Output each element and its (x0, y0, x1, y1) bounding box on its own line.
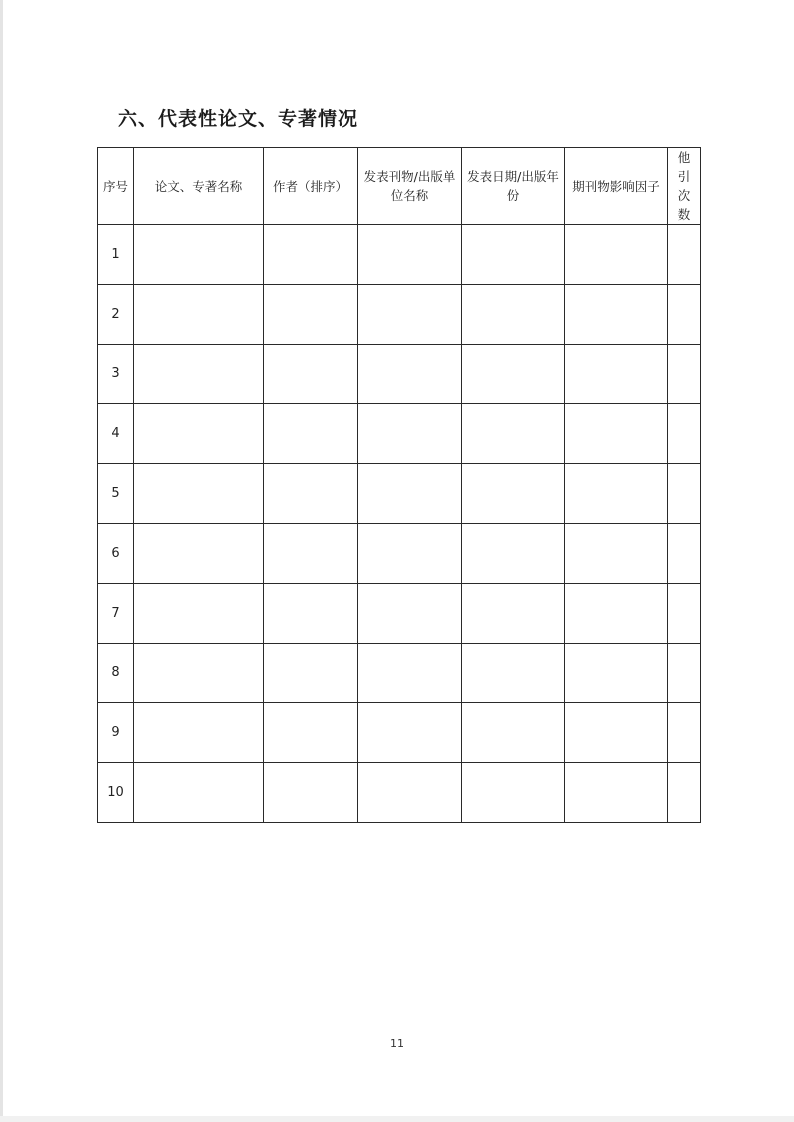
date-cell (462, 523, 565, 583)
citations-cell (668, 763, 701, 823)
serial-cell: 1 (98, 225, 134, 285)
serial-cell: 10 (98, 763, 134, 823)
serial-cell: 6 (98, 523, 134, 583)
citations-cell (668, 284, 701, 344)
header-citations (668, 148, 701, 225)
citations-cell (668, 583, 701, 643)
journal-cell (358, 344, 462, 404)
papers-table-container (97, 147, 700, 823)
citations-cell (668, 404, 701, 464)
journal-cell (358, 703, 462, 763)
authors-cell (264, 763, 358, 823)
serial-cell: 8 (98, 643, 134, 703)
serial-cell: 2 (98, 284, 134, 344)
table-row (98, 464, 701, 524)
date-cell (462, 284, 565, 344)
impact-factor-cell (565, 404, 668, 464)
date-cell (462, 344, 565, 404)
journal-cell (358, 284, 462, 344)
journal-cell (358, 225, 462, 285)
authors-cell (264, 583, 358, 643)
title-cell (134, 583, 264, 643)
header-serial (98, 148, 134, 225)
page-edge-shadow (0, 0, 3, 1122)
papers-table (97, 147, 701, 823)
header-citations-label: 他引次数 (677, 150, 691, 222)
table-header-row (98, 148, 701, 225)
table-row (98, 763, 701, 823)
header-date (462, 148, 565, 225)
header-impact-factor-label: 期刊物影响因子 (572, 178, 660, 194)
table-row (98, 703, 701, 763)
serial-cell: 3 (98, 344, 134, 404)
header-title (134, 148, 264, 225)
header-authors (264, 148, 358, 225)
journal-cell (358, 523, 462, 583)
impact-factor-cell (565, 703, 668, 763)
journal-cell (358, 643, 462, 703)
impact-factor-cell (565, 643, 668, 703)
serial-cell: 4 (98, 404, 134, 464)
table-row (98, 643, 701, 703)
date-cell (462, 464, 565, 524)
citations-cell (668, 643, 701, 703)
authors-cell (264, 344, 358, 404)
title-cell (134, 284, 264, 344)
citations-cell (668, 344, 701, 404)
header-date-label: 发表日期/出版年份 (467, 169, 559, 203)
table-row (98, 225, 701, 285)
impact-factor-cell (565, 763, 668, 823)
impact-factor-cell (565, 464, 668, 524)
date-cell (462, 643, 565, 703)
header-title-label: 论文、专著名称 (154, 178, 243, 194)
date-cell (462, 225, 565, 285)
title-cell (134, 344, 264, 404)
title-cell (134, 404, 264, 464)
citations-cell (668, 703, 701, 763)
page-number: 11 (390, 1037, 404, 1050)
citations-cell (668, 523, 701, 583)
table-row (98, 344, 701, 404)
table-body (98, 225, 701, 823)
title-cell (134, 643, 264, 703)
table-row (98, 583, 701, 643)
authors-cell (264, 464, 358, 524)
title-cell (134, 225, 264, 285)
citations-cell (668, 225, 701, 285)
title-cell (134, 523, 264, 583)
journal-cell (358, 763, 462, 823)
title-cell (134, 763, 264, 823)
table-row (98, 404, 701, 464)
title-cell (134, 703, 264, 763)
table-row (98, 523, 701, 583)
journal-cell (358, 404, 462, 464)
serial-cell: 7 (98, 583, 134, 643)
header-serial-label: 序号 (102, 178, 128, 194)
impact-factor-cell (565, 225, 668, 285)
header-journal-label: 发表刊物/出版单位名称 (363, 169, 456, 203)
table-row (98, 284, 701, 344)
page-bottom-shadow (0, 1116, 794, 1122)
citations-cell (668, 464, 701, 524)
serial-cell: 5 (98, 464, 134, 524)
authors-cell (264, 643, 358, 703)
date-cell (462, 703, 565, 763)
header-journal (358, 148, 462, 225)
impact-factor-cell (565, 284, 668, 344)
journal-cell (358, 464, 462, 524)
header-impact-factor (565, 148, 668, 225)
serial-cell: 9 (98, 703, 134, 763)
date-cell (462, 404, 565, 464)
date-cell (462, 583, 565, 643)
title-cell (134, 464, 264, 524)
section-title: 六、代表性论文、专著情况 (118, 108, 359, 130)
impact-factor-cell (565, 344, 668, 404)
date-cell (462, 763, 565, 823)
header-authors-label: 作者（排序） (272, 178, 348, 194)
journal-cell (358, 583, 462, 643)
impact-factor-cell (565, 583, 668, 643)
authors-cell (264, 404, 358, 464)
authors-cell (264, 703, 358, 763)
impact-factor-cell (565, 523, 668, 583)
authors-cell (264, 225, 358, 285)
authors-cell (264, 523, 358, 583)
authors-cell (264, 284, 358, 344)
